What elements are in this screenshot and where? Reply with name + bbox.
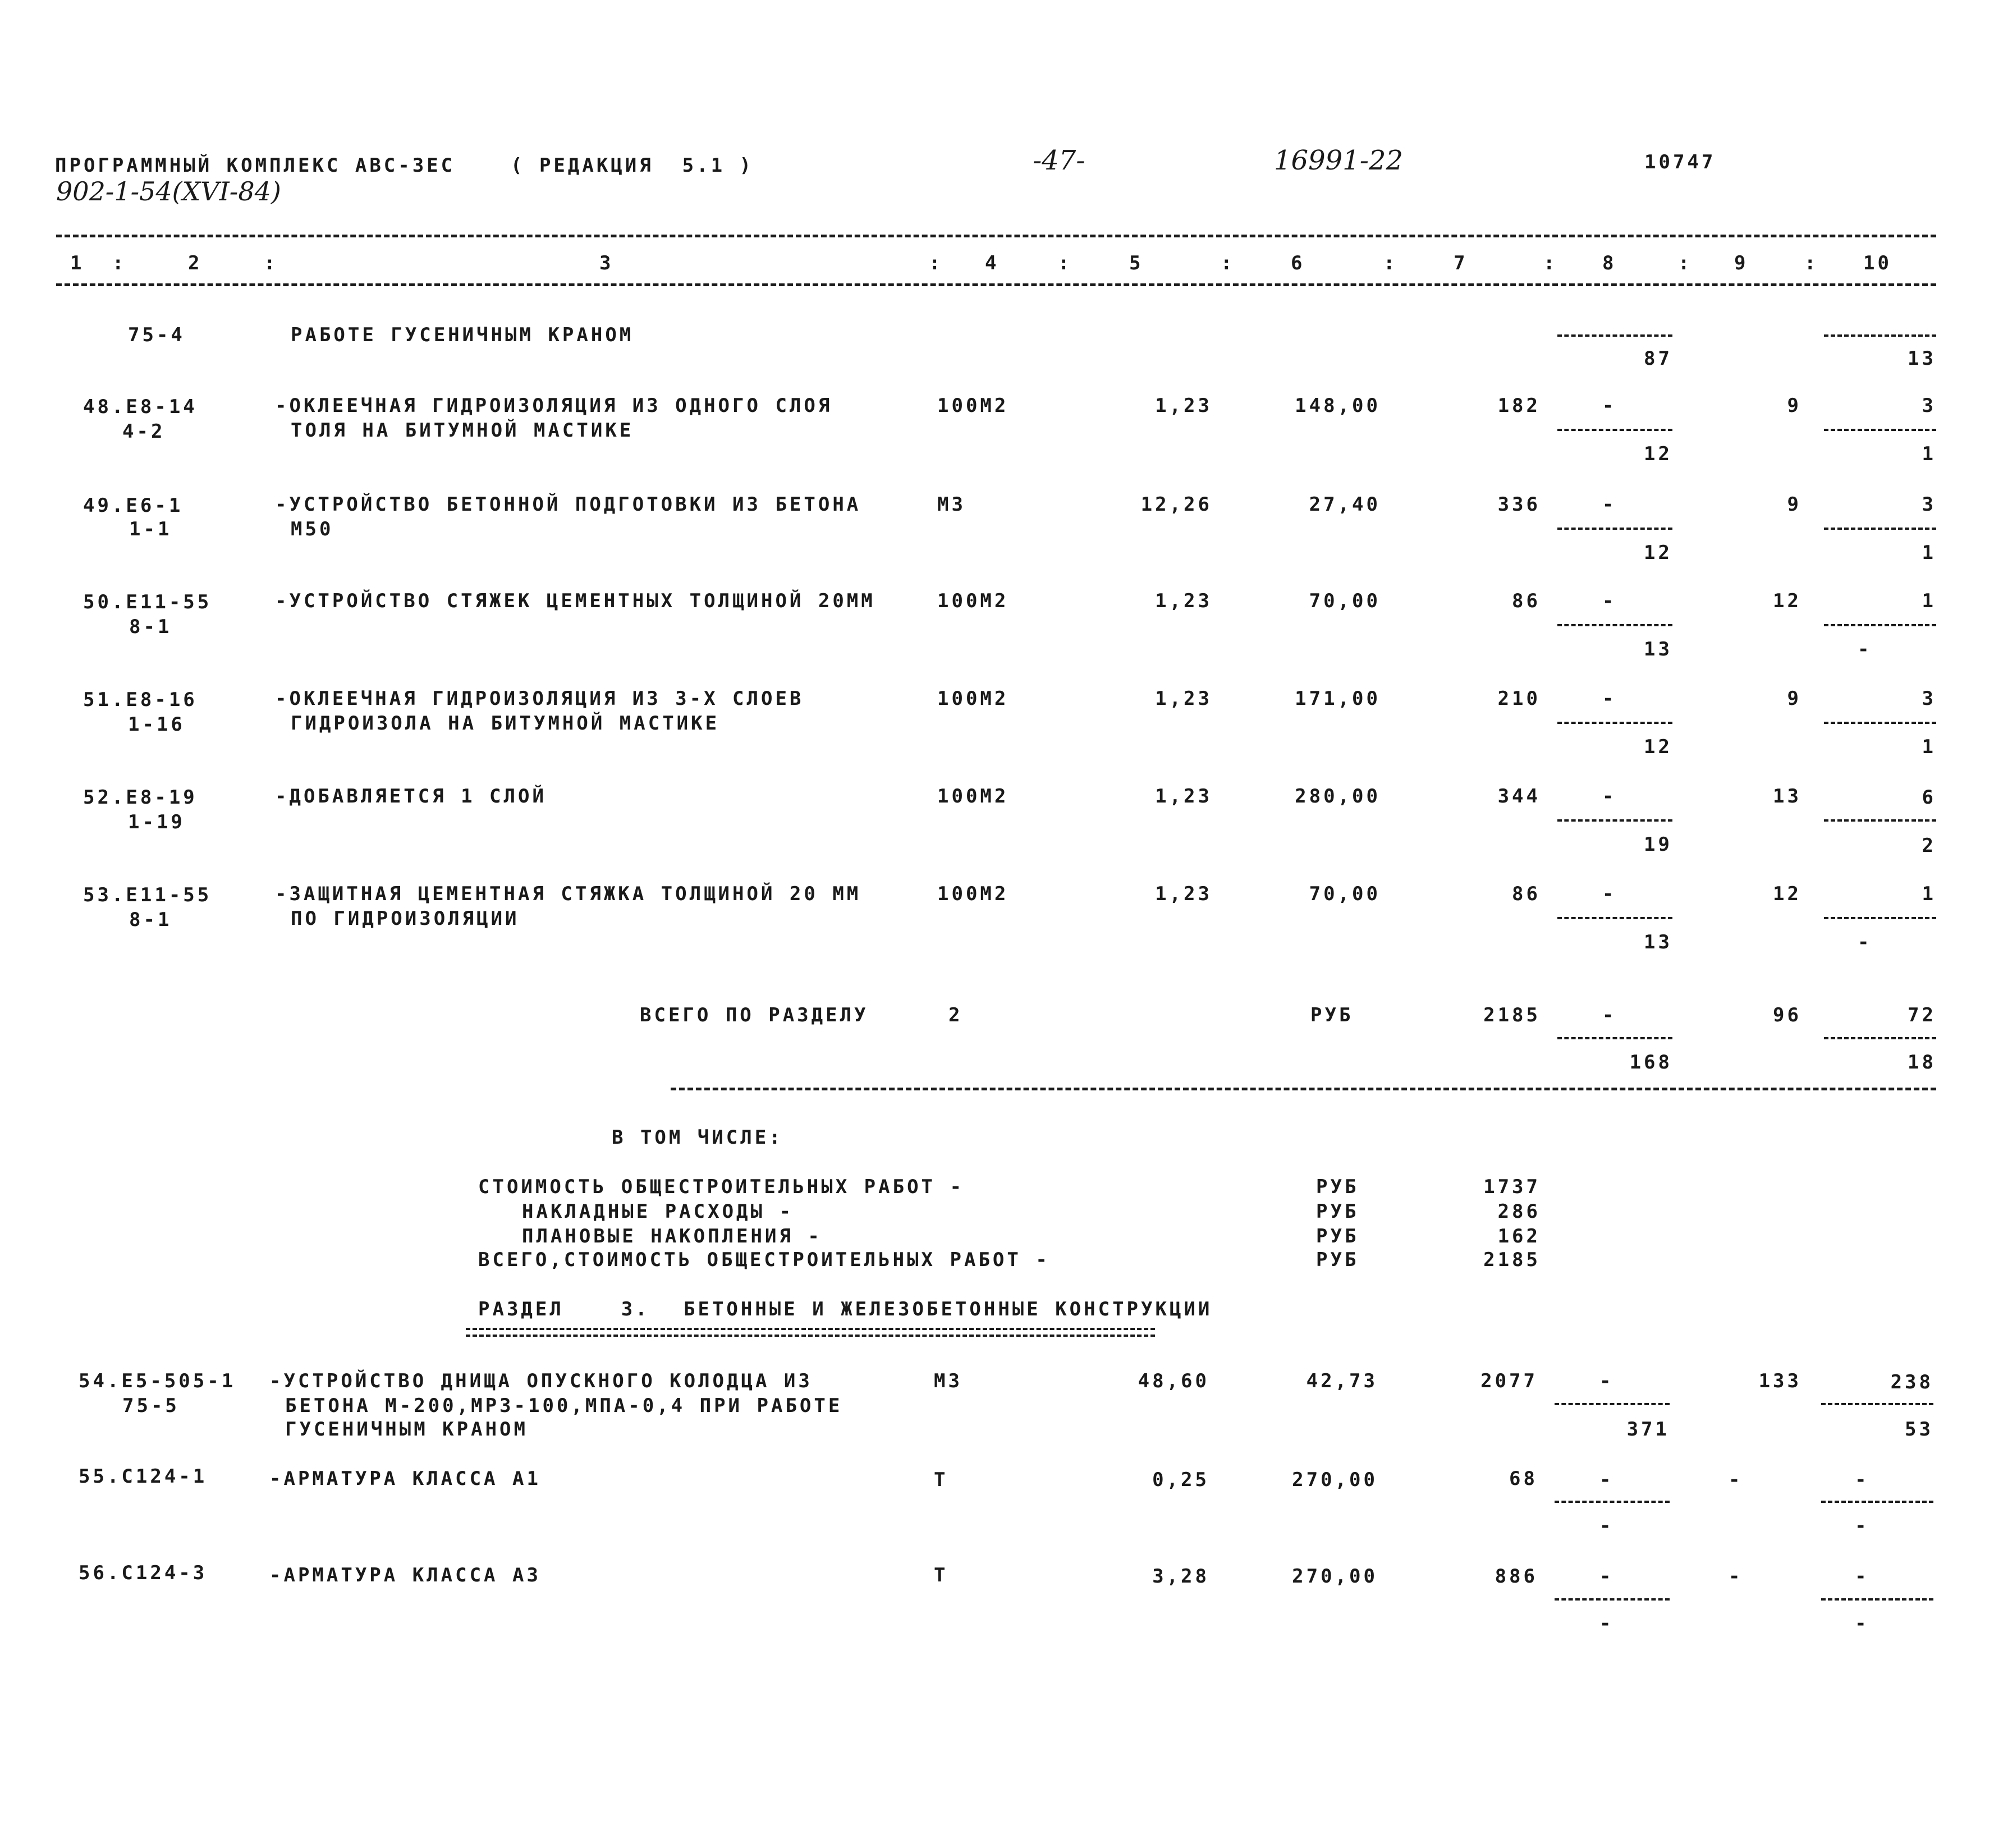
col-header-6: 6: [1291, 252, 1305, 274]
section-total-number: 2: [948, 1004, 963, 1026]
row-total: 886: [1495, 1565, 1538, 1588]
row-description-cont: ГУСЕНИЧНЫМ КРАНОМ: [285, 1418, 528, 1441]
row-quantity: 1,23: [1155, 395, 1212, 417]
row-description: -АРМАТУРА КЛАССА А1: [269, 1468, 541, 1490]
row-col8-top: -: [1599, 1469, 1614, 1491]
row-col9: 12: [1773, 883, 1802, 905]
row-col8-top: -: [1602, 493, 1617, 516]
section-total-value: 2185: [1483, 1004, 1541, 1026]
row-description: -ОКЛЕЕЧНАЯ ГИДРОИЗОЛЯЦИЯ ИЗ 3-Х СЛОЕВ: [275, 687, 804, 710]
section3-underline-top: [466, 1328, 1155, 1330]
col-header-sep: :: [1678, 252, 1693, 274]
row-code-sub: 1-16: [128, 713, 185, 736]
including-currency: РУБ: [1316, 1225, 1359, 1248]
section3-underline-bottom: [466, 1335, 1155, 1337]
row-col10-top: 1: [1922, 590, 1936, 612]
row-col8-bottom: -: [1599, 1612, 1614, 1635]
row-unit: М3: [934, 1370, 962, 1392]
section-total-col9: 96: [1773, 1004, 1802, 1026]
row-description-cont: ТОЛЯ НА БИТУМНОЙ МАСТИКЕ: [291, 419, 634, 442]
col-header-sep: :: [1543, 252, 1558, 274]
row-description: РАБОТЕ ГУСЕНИЧНЫМ КРАНОМ: [291, 324, 634, 346]
row-code: 75-4: [128, 324, 185, 346]
row-code: 53.Е11-55: [83, 884, 212, 906]
col-header-8: 8: [1602, 252, 1617, 274]
col-header-sep: :: [929, 252, 943, 274]
row-unit: Т: [934, 1564, 948, 1586]
row-total: 210: [1497, 687, 1541, 710]
row-description: -АРМАТУРА КЛАССА А3: [269, 1564, 541, 1586]
row-col10-bottom: 13: [1908, 347, 1936, 370]
col10-divider: [1821, 1501, 1933, 1503]
row-total: 2077: [1480, 1370, 1538, 1392]
row-price: 148,00: [1295, 395, 1381, 417]
row-col10-bottom: 53: [1905, 1418, 1933, 1441]
col-header-sep: :: [112, 252, 127, 274]
section3-title: БЕТОННЫЕ И ЖЕЛЕЗОБЕТОННЫЕ КОНСТРУКЦИИ: [684, 1298, 1213, 1320]
row-total: 182: [1497, 395, 1541, 417]
row-price: 270,00: [1292, 1469, 1378, 1491]
header-top-rule: [56, 235, 1936, 237]
col-header-10: 10: [1863, 252, 1892, 274]
row-price: 42,73: [1306, 1370, 1378, 1392]
row-unit: М3: [937, 493, 966, 516]
including-value: 2185: [1483, 1249, 1541, 1271]
row-col10-bottom: 2: [1922, 834, 1936, 857]
program-title: ПРОГРАММНЫЙ КОМПЛЕКС АВС-ЗЕС: [55, 154, 456, 177]
row-description-cont: БЕТОНА М-200,МРЗ-100,МПА-0,4 ПРИ РАБОТЕ: [285, 1395, 843, 1417]
col8-divider: [1557, 917, 1672, 919]
row-description-cont: ПО ГИДРОИЗОЛЯЦИИ: [291, 907, 520, 930]
col8-divider: [1557, 819, 1672, 822]
row-col10-top: 3: [1922, 493, 1936, 516]
row-code-sub: 75-5: [122, 1395, 180, 1417]
row-quantity: 1,23: [1155, 687, 1212, 710]
section3-label: РАЗДЕЛ 3.: [478, 1298, 650, 1320]
row-col9: 13: [1773, 785, 1802, 808]
row-price: 70,00: [1309, 883, 1381, 905]
col-header-4: 4: [985, 252, 1000, 274]
row-col10-bottom: -: [1858, 931, 1872, 953]
row-col8-bottom: 13: [1644, 931, 1672, 953]
row-col10-top: 1: [1922, 883, 1936, 905]
row-unit: 100М2: [937, 395, 1009, 417]
including-label: НАКЛАДНЫЕ РАСХОДЫ -: [522, 1200, 794, 1223]
project-code: 902-1-54(XVI-84): [56, 176, 281, 207]
row-description-cont: ГИДРОИЗОЛА НА БИТУМНОЙ МАСТИКЕ: [291, 712, 720, 735]
row-col10-bottom: 1: [1922, 443, 1936, 465]
col-header-3: 3: [599, 252, 614, 274]
row-col8-bottom: 19: [1644, 833, 1672, 856]
col-header-5: 5: [1129, 252, 1144, 274]
row-col10-top: 3: [1922, 687, 1936, 710]
including-currency: РУБ: [1316, 1200, 1359, 1223]
col10-divider: [1824, 334, 1936, 337]
col10-divider: [1821, 1598, 1933, 1601]
row-col9: -: [1729, 1469, 1743, 1491]
row-col8-bottom: -: [1599, 1515, 1614, 1537]
row-col10-bottom: -: [1855, 1612, 1869, 1635]
row-price: 70,00: [1309, 590, 1381, 612]
row-col9: 9: [1787, 687, 1802, 710]
row-description: -ЗАЩИТНАЯ ЦЕМЕНТНАЯ СТЯЖКА ТОЛЩИНОЙ 20 ММ: [275, 883, 861, 905]
row-col8-top: -: [1602, 687, 1617, 710]
document-number: 10747: [1644, 151, 1716, 173]
row-unit: 100М2: [937, 687, 1009, 710]
row-description: -УСТРОЙСТВО ДНИЩА ОПУСКНОГО КОЛОДЦА ИЗ: [269, 1370, 813, 1392]
row-quantity: 48,60: [1138, 1370, 1209, 1392]
row-unit: Т: [934, 1469, 948, 1491]
row-col10-bottom: 1: [1922, 542, 1936, 564]
row-code: 52.Е8-19: [83, 786, 198, 809]
row-description: -УСТРОЙСТВО БЕТОННОЙ ПОДГОТОВКИ ИЗ БЕТОНА: [275, 493, 861, 516]
col-header-sep: :: [1804, 252, 1819, 274]
row-unit: 100М2: [937, 785, 1009, 808]
row-col9: -: [1729, 1565, 1743, 1588]
row-col10-top: 6: [1922, 786, 1936, 809]
including-currency: РУБ: [1316, 1249, 1359, 1271]
including-value: 1737: [1483, 1176, 1541, 1198]
row-code-sub: 8-1: [129, 616, 172, 638]
including-currency: РУБ: [1316, 1176, 1359, 1198]
row-col9: 9: [1787, 395, 1802, 417]
col-header-9: 9: [1734, 252, 1749, 274]
including-label: СТОИМОСТЬ ОБЩЕСТРОИТЕЛЬНЫХ РАБОТ -: [478, 1176, 964, 1198]
col-header-7: 7: [1454, 252, 1468, 274]
row-description-cont: М50: [291, 518, 334, 540]
col-header-sep: :: [1221, 252, 1235, 274]
row-total: 336: [1497, 493, 1541, 516]
row-col8-bottom: 12: [1644, 736, 1672, 758]
col-header-sep: :: [1383, 252, 1398, 274]
row-col10-top: 238: [1890, 1371, 1933, 1393]
row-quantity: 0,25: [1152, 1469, 1209, 1491]
row-code: 54.Е5-505-1: [79, 1370, 236, 1392]
row-col8-top: -: [1599, 1370, 1614, 1392]
col8-divider: [1555, 1598, 1670, 1601]
row-price: 27,40: [1309, 493, 1381, 516]
row-price: 270,00: [1292, 1565, 1378, 1588]
row-code-sub: 8-1: [129, 909, 172, 931]
row-col8-top: -: [1599, 1565, 1614, 1588]
row-quantity: 1,23: [1155, 590, 1212, 612]
including-label: ПЛАНОВЫЕ НАКОПЛЕНИЯ -: [522, 1225, 822, 1248]
row-col9: 12: [1773, 590, 1802, 612]
row-price: 280,00: [1295, 785, 1381, 808]
row-col8-bottom: 12: [1644, 542, 1672, 564]
row-col10-bottom: -: [1858, 638, 1872, 661]
row-code: 55.С124-1: [79, 1465, 208, 1488]
row-description: -ДОБАВЛЯЕТСЯ 1 СЛОЙ: [275, 785, 547, 808]
section-total-col10-top: 72: [1908, 1004, 1936, 1026]
col8-divider: [1555, 1403, 1670, 1405]
row-total: 344: [1497, 785, 1541, 808]
row-unit: 100М2: [937, 883, 1009, 905]
section-total-col8-top: -: [1602, 1004, 1617, 1026]
col10-divider: [1824, 819, 1936, 822]
row-code: 51.Е8-16: [83, 689, 198, 711]
row-col8-bottom: 12: [1644, 443, 1672, 465]
row-quantity: 3,28: [1152, 1565, 1209, 1588]
including-label: ВСЕГО,СТОИМОСТЬ ОБЩЕСТРОИТЕЛЬНЫХ РАБОТ -: [478, 1249, 1050, 1271]
row-description: -ОКЛЕЕЧНАЯ ГИДРОИЗОЛЯЦИЯ ИЗ ОДНОГО СЛОЯ: [275, 395, 833, 417]
row-code: 48.Е8-14: [83, 396, 198, 418]
col10-divider: [1824, 528, 1936, 530]
row-col8-bottom: 13: [1644, 638, 1672, 661]
document-code: 16991-22: [1274, 145, 1403, 176]
col8-divider: [1557, 334, 1672, 337]
col10-divider: [1824, 624, 1936, 626]
section-total-label: ВСЕГО ПО РАЗДЕЛУ: [640, 1004, 869, 1026]
row-col8-top: -: [1602, 395, 1617, 417]
row-col10-top: -: [1855, 1469, 1869, 1491]
section-total-currency: РУБ: [1310, 1004, 1354, 1026]
col-header-1: 1: [70, 252, 85, 274]
edition-label: ( РЕДАКЦИЯ 5.1 ): [511, 154, 754, 177]
row-quantity: 1,23: [1155, 785, 1212, 808]
row-quantity: 1,23: [1155, 883, 1212, 905]
row-total: 86: [1512, 883, 1541, 905]
col-header-sep: :: [1058, 252, 1072, 274]
col10-divider: [1824, 429, 1936, 431]
row-price: 171,00: [1295, 687, 1381, 710]
row-total: 86: [1512, 590, 1541, 612]
row-code-sub: 4-2: [122, 420, 166, 443]
row-col8-top: -: [1602, 883, 1617, 905]
col8-divider: [1557, 1037, 1672, 1039]
including-value: 286: [1497, 1200, 1541, 1223]
row-quantity: 12,26: [1140, 493, 1212, 516]
row-description: -УСТРОЙСТВО СТЯЖЕК ЦЕМЕНТНЫХ ТОЛЩИНОЙ 20ММ: [275, 590, 875, 612]
section-total-col10-bottom: 18: [1908, 1051, 1936, 1074]
col8-divider: [1557, 722, 1672, 724]
row-code: 56.С124-3: [79, 1562, 208, 1584]
row-code-sub: 1-19: [128, 811, 185, 833]
row-col8-bottom: 371: [1626, 1418, 1670, 1441]
header-bottom-rule: [56, 283, 1936, 286]
col10-divider: [1824, 917, 1936, 919]
row-code: 49.Е6-1: [83, 494, 184, 517]
row-col10-top: 3: [1922, 395, 1936, 417]
including-value: 162: [1497, 1225, 1541, 1248]
col8-divider: [1557, 429, 1672, 431]
row-unit: 100М2: [937, 590, 1009, 612]
col8-divider: [1557, 528, 1672, 530]
col8-divider: [1557, 624, 1672, 626]
row-total: 68: [1509, 1468, 1538, 1490]
row-col10-bottom: -: [1855, 1515, 1869, 1537]
section-total-col8-bottom: 168: [1629, 1051, 1672, 1074]
row-col9: 9: [1787, 493, 1802, 516]
page-number: -47-: [1033, 145, 1085, 176]
row-code-sub: 1-1: [129, 518, 172, 540]
row-col10-top: -: [1855, 1565, 1869, 1588]
col10-divider: [1824, 722, 1936, 724]
col10-divider: [1824, 1037, 1936, 1039]
row-col8-top: -: [1602, 590, 1617, 612]
col-header-sep: :: [264, 252, 278, 274]
row-col8-top: -: [1602, 785, 1617, 808]
including-heading: В ТОМ ЧИСЛЕ:: [612, 1126, 783, 1149]
col-header-2: 2: [188, 252, 203, 274]
row-col8-bottom: 87: [1644, 347, 1672, 370]
row-col9: 133: [1758, 1370, 1802, 1392]
section-total-rule: [671, 1088, 1936, 1090]
row-code: 50.Е11-55: [83, 591, 212, 613]
col8-divider: [1555, 1501, 1670, 1503]
col10-divider: [1821, 1403, 1933, 1405]
row-col10-bottom: 1: [1922, 736, 1936, 758]
